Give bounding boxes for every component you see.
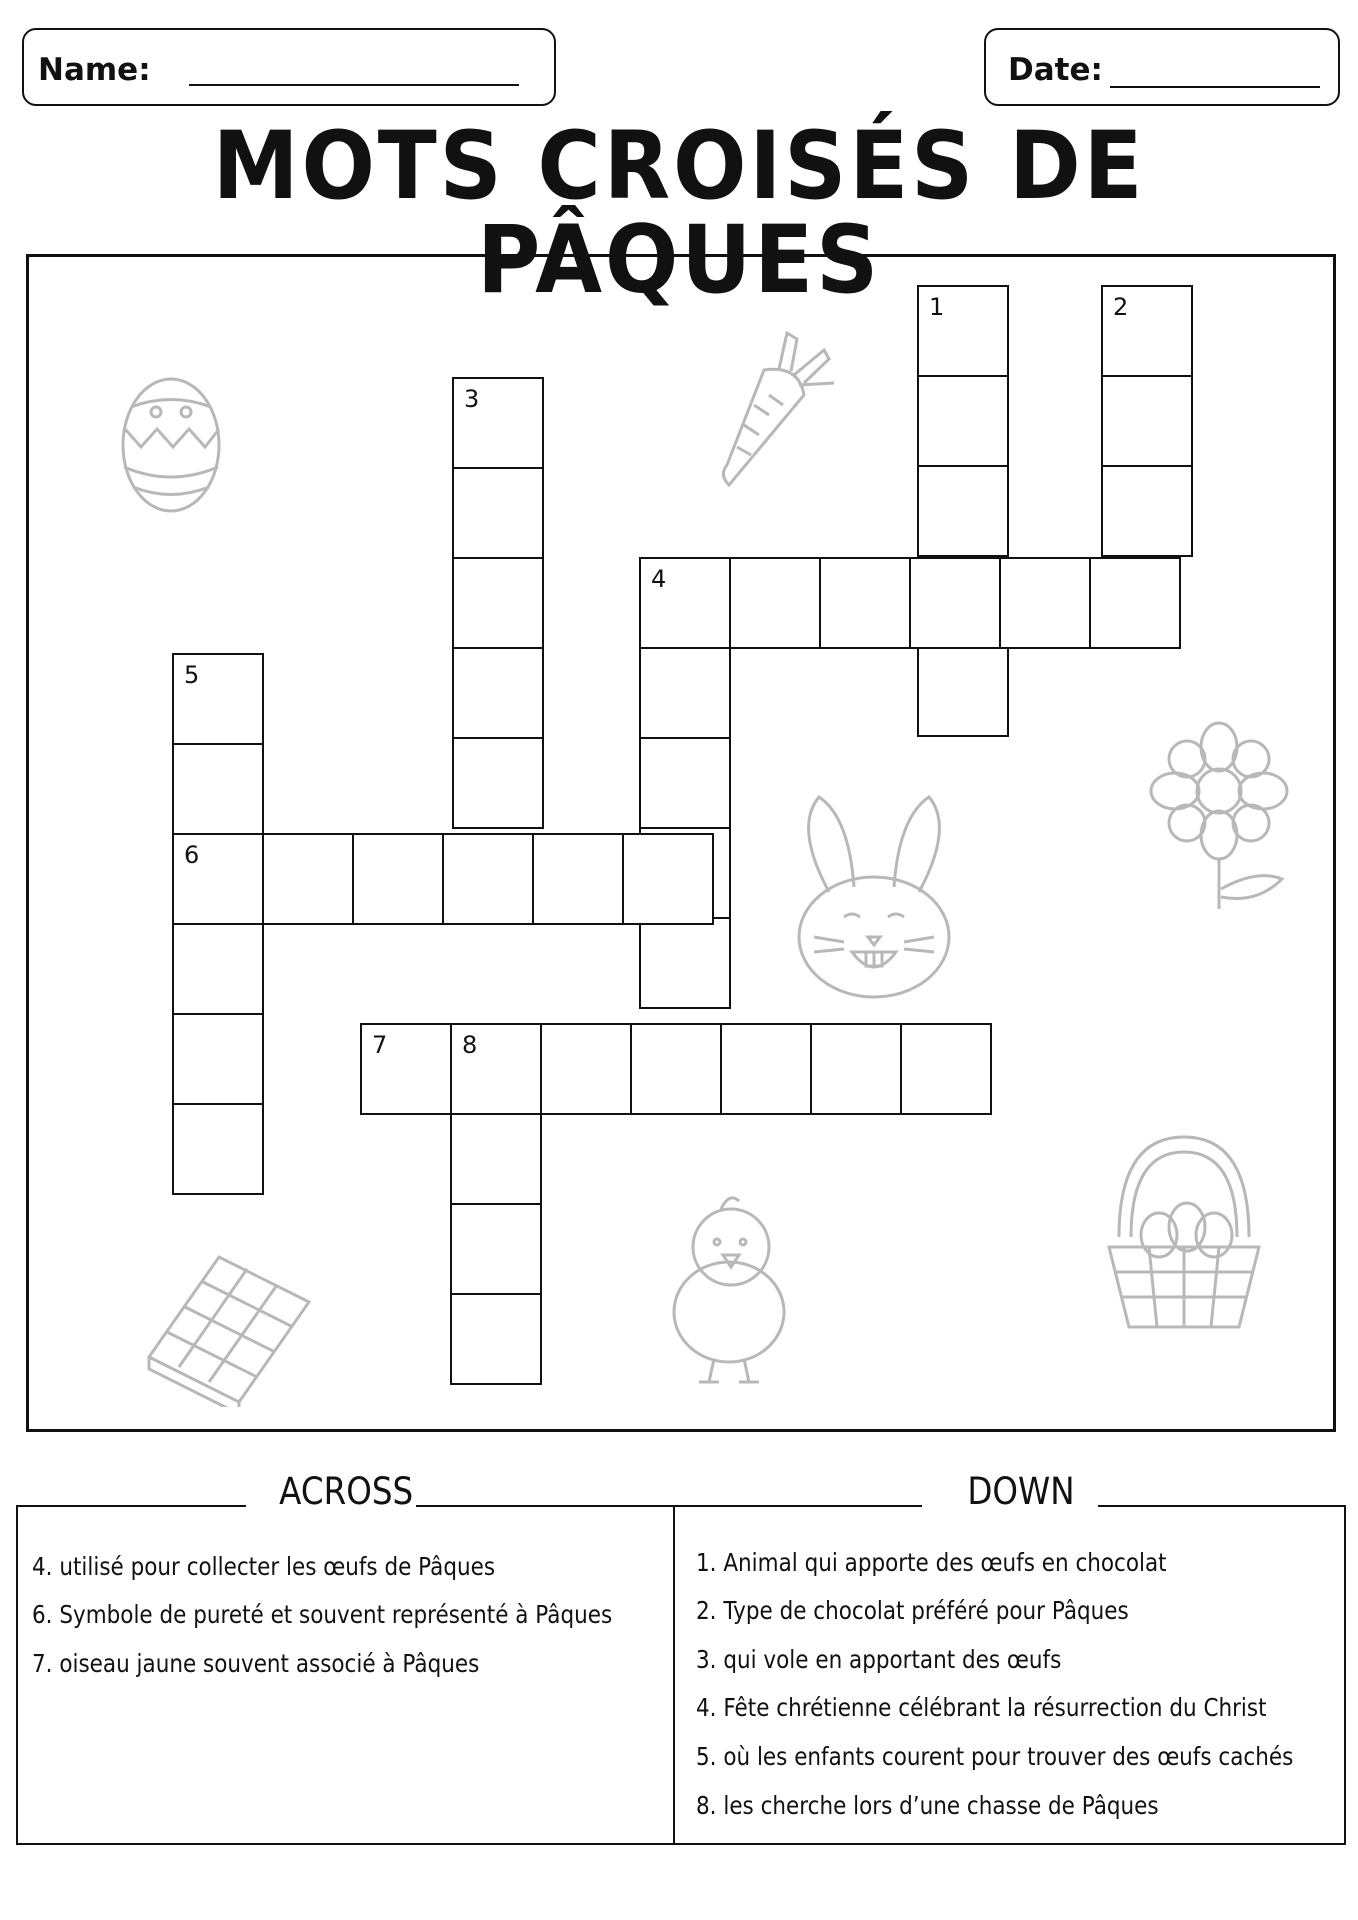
across-heading: ACROSS (267, 1470, 426, 1513)
grid-cell[interactable] (532, 833, 624, 925)
grid-cell[interactable] (639, 557, 731, 649)
down-clue: 1. Animal qui apporte des œufs en chocolat (696, 1548, 1167, 1577)
clue-number: 5 (184, 661, 200, 689)
grid-cell[interactable] (172, 833, 264, 925)
grid-cell[interactable] (452, 737, 544, 829)
grid-cell[interactable] (360, 1023, 452, 1115)
grid-cell[interactable] (917, 645, 1009, 737)
grid-cell[interactable] (909, 557, 1001, 649)
name-line (189, 84, 519, 86)
grid-cell[interactable] (442, 833, 534, 925)
grid-cell[interactable] (1101, 285, 1193, 377)
grid-cell[interactable] (639, 737, 731, 829)
grid-cell[interactable] (639, 917, 731, 1009)
chick-icon (659, 1187, 799, 1387)
grid-cell[interactable] (1089, 557, 1181, 649)
grid-cell[interactable] (917, 375, 1009, 467)
grid-cell[interactable] (352, 833, 444, 925)
clue-number: 6 (184, 841, 200, 869)
grid-cell[interactable] (639, 647, 731, 739)
grid-cell[interactable] (540, 1023, 632, 1115)
grid-cell[interactable] (917, 285, 1009, 377)
grid-cell[interactable] (172, 743, 264, 835)
clue-number: 3 (464, 385, 480, 413)
date-field[interactable] (984, 28, 1340, 106)
name-label: Name: (38, 52, 151, 88)
grid-cell[interactable] (172, 923, 264, 1015)
easter-egg-icon (111, 367, 231, 517)
bunny-icon (774, 787, 974, 1007)
grid-cell[interactable] (729, 557, 821, 649)
down-clue: 8. les cherche lors d’une chasse de Pâques (696, 1791, 1159, 1820)
down-heading: DOWN (955, 1470, 1087, 1513)
grid-cell[interactable] (1101, 375, 1193, 467)
grid-cell[interactable] (900, 1023, 992, 1115)
clue-number: 2 (1113, 293, 1129, 321)
date-label: Date: (1008, 52, 1103, 88)
grid-cell[interactable] (450, 1113, 542, 1205)
grid-cell[interactable] (810, 1023, 902, 1115)
crossword-grid (26, 254, 1336, 1432)
grid-cell[interactable] (172, 1103, 264, 1195)
grid-cell[interactable] (450, 1203, 542, 1295)
across-clue: 7. oiseau jaune souvent associé à Pâques (32, 1649, 480, 1678)
grid-cell[interactable] (452, 557, 544, 649)
grid-cell[interactable] (630, 1023, 722, 1115)
clue-headers (16, 1470, 1346, 1513)
name-field[interactable] (22, 28, 556, 106)
grid-cell[interactable] (450, 1293, 542, 1385)
grid-cell[interactable] (452, 377, 544, 469)
clue-number: 4 (651, 565, 667, 593)
down-clue: 2. Type de chocolat préféré pour Pâques (696, 1596, 1129, 1625)
grid-cell[interactable] (172, 653, 264, 745)
clue-number: 7 (372, 1031, 388, 1059)
basket-icon (1099, 1127, 1269, 1337)
across-clue: 6. Symbole de pureté et souvent représenté à Pâques (32, 1600, 613, 1629)
grid-cell[interactable] (1101, 465, 1193, 557)
clue-number: 1 (929, 293, 945, 321)
down-clue: 5. où les enfants courent pour trouver des œufs cachés (696, 1742, 1294, 1771)
grid-cell[interactable] (452, 647, 544, 739)
grid-cell[interactable] (262, 833, 354, 925)
flower-icon (1147, 719, 1307, 919)
across-clue: 4. utilisé pour collecter les œufs de Pâques (32, 1552, 496, 1581)
clue-divider (673, 1505, 675, 1845)
grid-cell[interactable] (172, 1013, 264, 1105)
grid-cell[interactable] (720, 1023, 812, 1115)
grid-cell[interactable] (622, 833, 714, 925)
grid-cell[interactable] (450, 1023, 542, 1115)
grid-cell[interactable] (917, 465, 1009, 557)
down-clue: 3. qui vole en apportant des œufs (696, 1645, 1062, 1674)
carrot-icon (709, 325, 839, 495)
chocolate-bar-icon (139, 1247, 319, 1407)
clue-number: 8 (462, 1031, 478, 1059)
grid-cell[interactable] (452, 467, 544, 559)
grid-cell[interactable] (999, 557, 1091, 649)
down-clue: 4. Fête chrétienne célébrant la résurrection du Christ (696, 1693, 1267, 1722)
page-title: MOTS CROISÉS DE PÂQUES (212, 112, 1146, 315)
grid-cell[interactable] (819, 557, 911, 649)
date-line (1110, 86, 1320, 88)
